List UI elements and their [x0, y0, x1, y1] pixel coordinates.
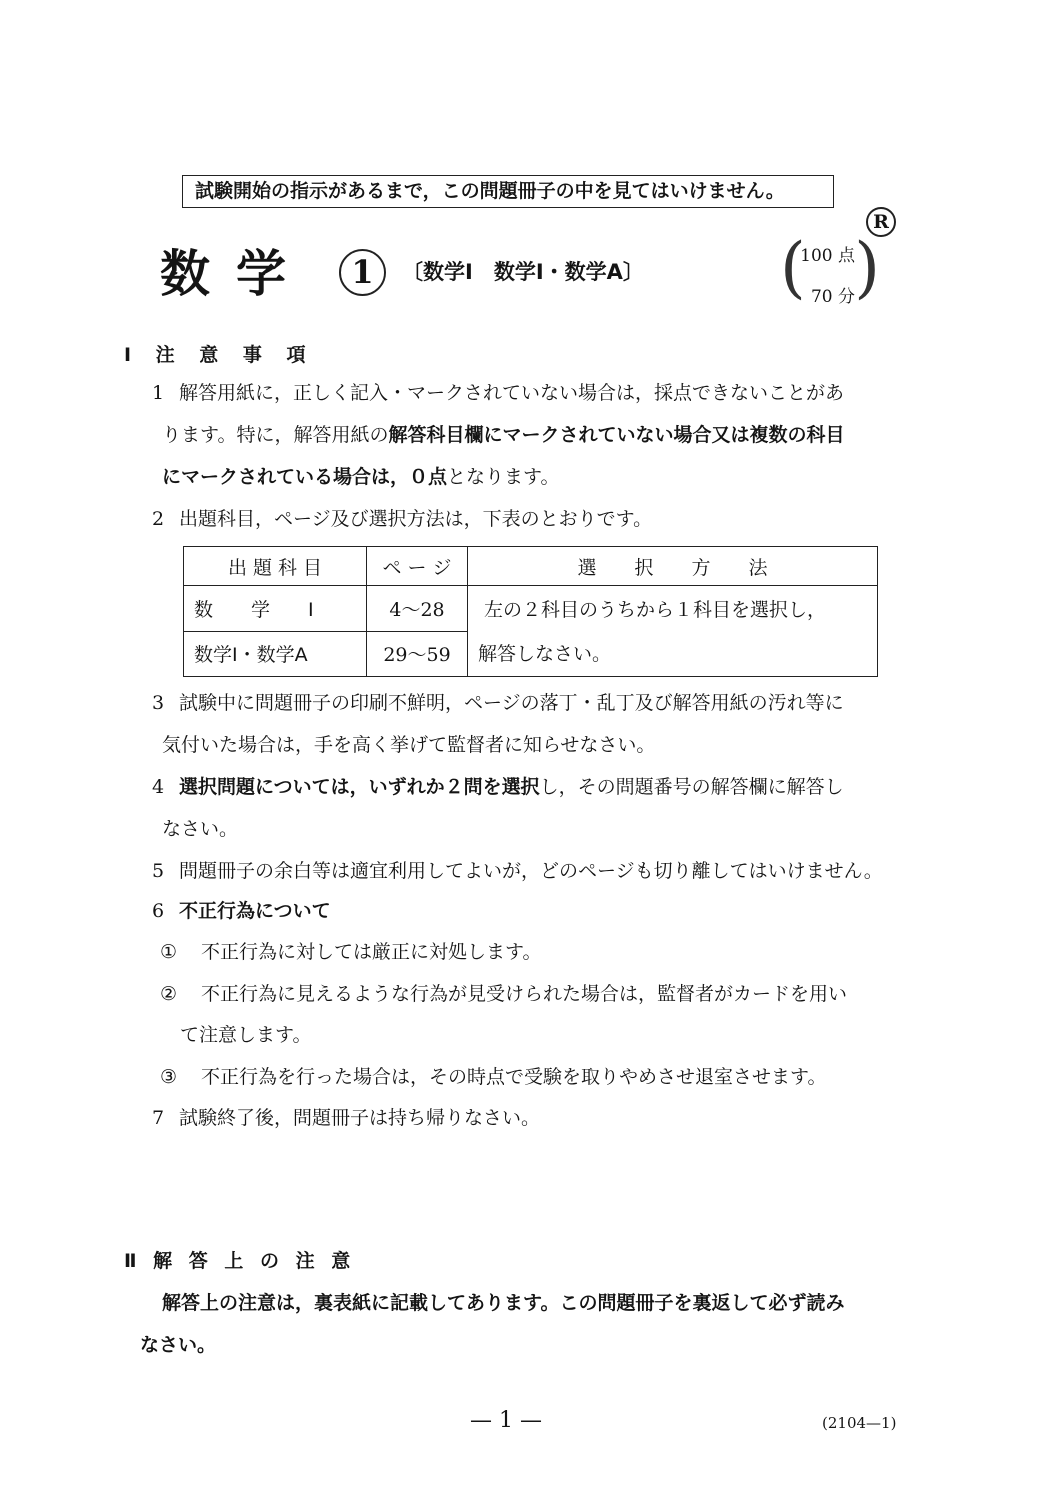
- table-header-row: [184, 547, 878, 586]
- table-cell-method: [468, 586, 878, 677]
- left-paren: (: [780, 229, 806, 306]
- item-7: [152, 1095, 540, 1141]
- method-line2: 解答しなさい。: [478, 643, 612, 665]
- right-paren: ): [854, 229, 880, 306]
- item-3-line1: 試験中に問題冊子の印刷不鮮明，ページの落丁・乱丁及び解答用紙の汚れ等に: [179, 692, 844, 714]
- table-cell-subject: 数学Ⅰ・数学A: [184, 631, 367, 677]
- method-line1: 左の２科目のうちから１科目を選択し，: [484, 599, 827, 621]
- sub1-text: 不正行為に対しては厳正に対処します。: [201, 941, 542, 963]
- item-3-number: 3: [152, 692, 165, 714]
- item-1-number: 1: [152, 382, 165, 404]
- item-4: [152, 764, 844, 810]
- item-4-number: 4: [152, 776, 165, 798]
- item-6-text: 不正行為について: [179, 900, 331, 922]
- subject-subtitle: 〔数学Ⅰ 数学Ⅰ・数学A〕: [402, 260, 644, 284]
- subjects-table: [183, 546, 878, 677]
- item-3-line2: 気付いた場合は，手を高く挙げて監督者に知らせなさい。: [162, 734, 656, 756]
- item-5-text: 問題冊子の余白等は適宜利用してよいが，どのページも切り離してはいけません。: [179, 860, 883, 882]
- registered-mark: R: [866, 207, 896, 237]
- section2-title: Ⅱ 解 答 上 の 注 意: [124, 1250, 356, 1272]
- item-5-number: 5: [152, 860, 165, 882]
- item-7-number: 7: [152, 1107, 165, 1129]
- section2-line2: なさい。: [140, 1334, 217, 1356]
- exam-notice-box: 試験開始の指示があるまで，この問題冊子の中を見てはいけません。: [182, 175, 834, 208]
- item-2-number: 2: [152, 508, 165, 530]
- item-1-line3a: にマークされている場合は，０点: [162, 466, 448, 488]
- item-6: [152, 888, 331, 934]
- item-1-line3b: となります。: [447, 466, 560, 488]
- document-code: (2104—1): [822, 1414, 897, 1432]
- item-1-line3: [162, 454, 560, 500]
- sub1-mark: ①: [160, 941, 178, 963]
- table-header: ペ ー ジ: [367, 547, 468, 586]
- table-cell-pages: 29～59: [367, 631, 468, 677]
- item-1-line2a: ります。特に，解答用紙の: [162, 424, 389, 446]
- page-number: — 1 —: [470, 1408, 542, 1433]
- score-time-box: [780, 229, 880, 307]
- item-7-text: 試験終了後，問題冊子は持ち帰りなさい。: [179, 1107, 541, 1129]
- item-6-sub2: [160, 971, 847, 1017]
- item-1-line2b: 解答科目欄にマークされていない場合又は複数の科目: [388, 424, 845, 446]
- subject-title: 数学: [160, 245, 312, 303]
- item-3: [152, 680, 844, 726]
- minutes-label: 70 分: [810, 287, 855, 307]
- points-label: 100 点: [800, 246, 855, 266]
- item-4-line1b: し，その問題番号の解答欄に解答し: [539, 776, 844, 798]
- sub3-mark: ③: [160, 1066, 178, 1088]
- subject-number-circle: 1: [339, 249, 386, 296]
- table-cell-pages: 4～28: [367, 586, 468, 632]
- section2-line1: 解答上の注意は，裏表紙に記載してあります。この問題冊子を裏返して必ず読み: [162, 1292, 845, 1314]
- item-6-sub2-line2: て注意します。: [180, 1024, 312, 1046]
- item-4-line2: なさい。: [162, 818, 239, 840]
- item-2: [152, 496, 652, 542]
- item-6-number: 6: [152, 900, 165, 922]
- item-4-line1a: 選択問題については，いずれか２問を選択: [179, 776, 540, 798]
- table-header: 出 題 科 目: [184, 547, 367, 586]
- item-6-sub3: [160, 1054, 826, 1100]
- item-6-sub1: [160, 929, 541, 975]
- item-1-line1: 解答用紙に，正しく記入・マークされていない場合は，採点できないことがあ: [179, 382, 845, 404]
- table-header: 選 択 方 法: [468, 547, 878, 586]
- item-1-line2: [162, 412, 845, 458]
- item-2-text: 出題科目，ページ及び選択方法は，下表のとおりです。: [179, 508, 653, 530]
- sub2-mark: ②: [160, 983, 178, 1005]
- section1-title: Ⅰ 注 意 事 項: [124, 344, 315, 366]
- table-cell-subject: 数 学 Ⅰ: [184, 586, 367, 632]
- sub2-line1: 不正行為に見えるような行為が見受けられた場合は，監督者がカードを用い: [201, 983, 848, 1005]
- table-row: [184, 586, 878, 632]
- sub3-text: 不正行為を行った場合は，その時点で受験を取りやめさせ退室させます。: [201, 1066, 827, 1088]
- item-1: [152, 370, 844, 416]
